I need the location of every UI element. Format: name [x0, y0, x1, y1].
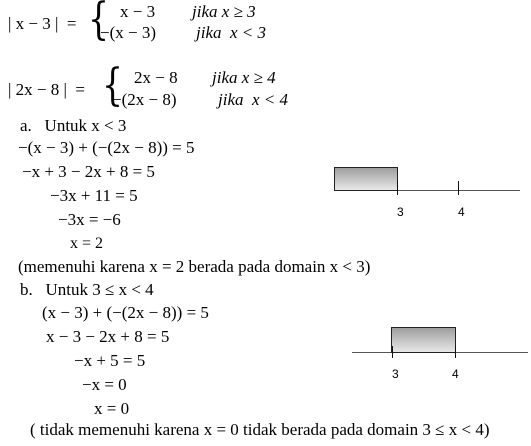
case-b-step-2: x − 3 − 2x + 8 = 5 [46, 327, 170, 346]
abs-def-1-case1-cond: jika x ≥ 3 [192, 2, 256, 21]
number-line-b-tick-4 [455, 346, 456, 358]
case-b-conclusion: ( tidak memenuhi karena x = 0 tidak berada pada domain 3 ≤ x < 4) [30, 420, 490, 439]
case-b-heading: b. Untuk 3 ≤ x < 4 [20, 280, 154, 299]
case-b-step-4: −x = 0 [82, 375, 127, 394]
case-a-step-3: −3x + 11 = 5 [50, 186, 138, 205]
brace-2: { [102, 60, 123, 111]
abs-def-2-case2-expr: −(2x − 8) [112, 90, 177, 109]
abs-def-2-lhs: | 2x − 8 | = [8, 80, 85, 99]
number-line-a-label-3: 3 [397, 205, 404, 219]
case-b-step-5: x = 0 [94, 399, 130, 418]
abs-def-2-case2-cond: jika x < 4 [218, 90, 289, 109]
case-a-step-4: −3x = −6 [58, 210, 121, 229]
abs-def-1-case2-expr: −(x − 3) [100, 23, 156, 42]
number-line-b-tick-3 [392, 346, 393, 358]
number-line-a-tick-4 [458, 181, 459, 195]
abs-def-2-case1-expr: 2x − 8 [134, 68, 178, 87]
abs-def-1-lhs: | x − 3 | = [8, 14, 77, 33]
case-a-heading: a. Untuk x < 3 [20, 116, 127, 135]
number-line-a-tick-3 [397, 181, 398, 195]
number-line-b-shaded-region [391, 327, 456, 353]
abs-def-1-case2-cond: jika x < 3 [196, 23, 267, 42]
number-line-a-shaded-region [334, 167, 398, 191]
case-b-step-3: −x + 5 = 5 [74, 351, 146, 370]
abs-def-2-case1-cond: jika x ≥ 4 [212, 68, 276, 87]
case-a-step-2: −x + 3 − 2x + 8 = 5 [22, 162, 155, 181]
case-a-step-5: x = 2 [70, 235, 104, 252]
case-b-step-1: (x − 3) + (−(2x − 8)) = 5 [42, 303, 209, 322]
brace-1: { [88, 0, 109, 45]
case-a-step-1: −(x − 3) + (−(2x − 8)) = 5 [18, 138, 195, 157]
case-a-conclusion: (memenuhi karena x = 2 berada pada domain x < 3) [18, 257, 371, 276]
number-line-b-label-4: 4 [452, 367, 459, 381]
number-line-a-label-4: 4 [458, 205, 465, 219]
abs-def-1-case1-expr: x − 3 [120, 2, 156, 21]
number-line-b-label-3: 3 [392, 367, 399, 381]
